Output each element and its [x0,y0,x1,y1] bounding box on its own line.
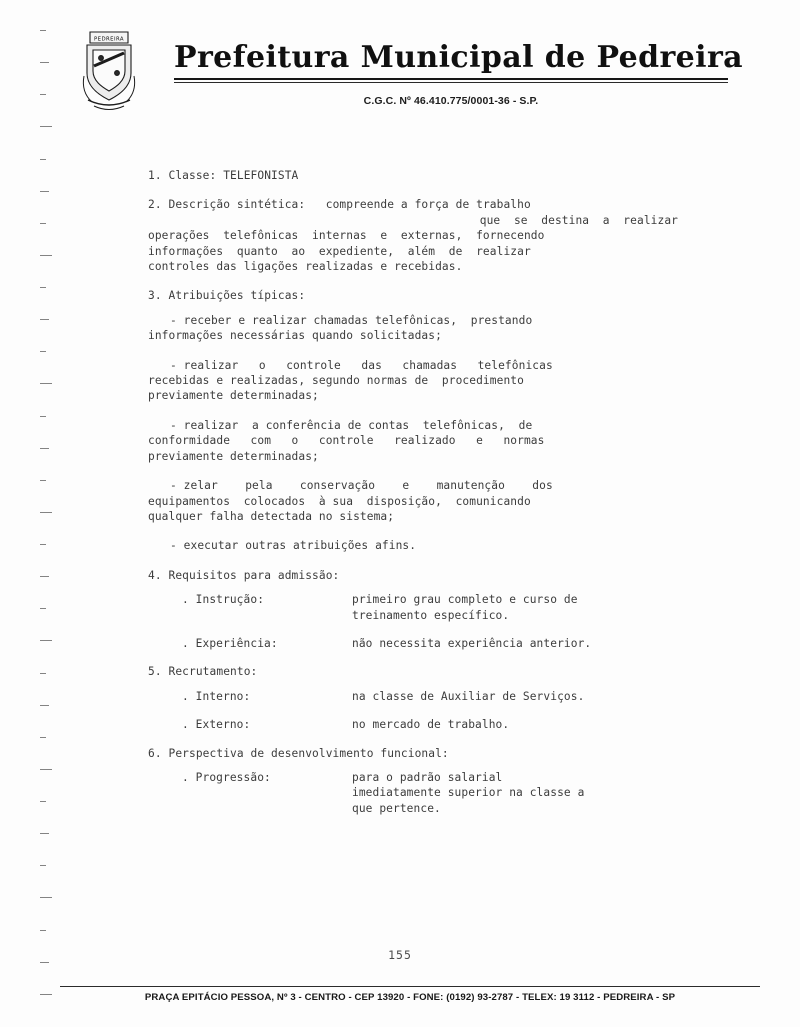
section-recrutamento-heading [148,664,678,679]
edge-tick [40,448,49,449]
edge-tick [40,737,46,738]
edge-tick [40,801,46,802]
title-block [174,40,744,107]
section-requisitos-heading [148,568,678,583]
atribuicao-3-line-1: - realizar a conferência de contas telefônicas, de [170,418,533,432]
edge-tick [40,576,49,577]
classe-value: TELEFONISTA [223,169,299,182]
title-rule-thick [174,78,728,80]
recrutamento-row [182,717,678,732]
requisito-value-line: primeiro grau completo e curso de [352,593,578,607]
title-rule-thin [174,82,728,83]
edge-tick [40,994,52,995]
edge-tick [40,383,52,384]
edge-tick [40,287,46,288]
recrutamento-rows [182,689,678,733]
atribuicao-1-line-2: informações necessárias quando solicitadas; [148,329,442,343]
edge-tick [40,159,46,160]
recrutamento-value-line: no mercado de trabalho. [352,718,510,732]
cgc-number: C.G.C. Nº 46.410.775/0001-36 - S.P. [363,95,539,107]
edge-tick [40,223,46,224]
recrutamento-row [182,689,678,704]
atribuicao-5-line-1: - executar outras atribuições afins. [170,539,417,553]
edge-tick [40,126,52,127]
page-number: 155 [388,948,412,962]
requisito-value [352,592,678,623]
requisito-value-line: não necessita experiência anterior. [352,636,592,650]
classe-line [148,168,678,183]
edge-tick [40,512,52,513]
recrutamento-label: . Externo: [182,718,251,732]
requisito-value [352,636,678,651]
perspectiva-heading: 6. Perspectiva de desenvolvimento funcional: [148,746,449,760]
recrutamento-value-line: na classe de Auxiliar de Serviços. [352,689,585,703]
atribuicao-item [148,478,678,524]
descricao-line-2: que se destina a realizar [479,213,678,227]
atribuicao-item [148,538,678,553]
requisito-label: . Experiência: [182,636,278,650]
perspectiva-value [352,770,678,816]
section-classe [148,168,678,183]
edge-tick [40,416,46,417]
section-descricao-sintetica [148,197,678,274]
atribuicao-1-line-1: - receber e realizar chamadas telefônicas, prestando [170,313,533,327]
perspectiva-value-line: que pertence. [352,801,441,815]
edge-tick [40,62,49,63]
descricao-line-3: operações telefônicas internas e externas, fornecendo [148,229,545,243]
section-perspectiva-heading [148,746,678,761]
edge-tick [40,769,52,770]
edge-tick [40,319,49,320]
requisito-value-line: treinamento específico. [352,608,510,622]
recrutamento-value [352,689,678,704]
edge-tick [40,640,52,641]
edge-tick [40,897,52,898]
atribuicao-item [148,418,678,464]
perspectiva-value-line: imediatamente superior na classe a [352,786,585,800]
perspectiva-value-line: para o padrão salarial [352,770,503,784]
edge-tick [40,608,46,609]
atribuicoes-heading: 3. Atribuições típicas: [148,289,306,303]
atribuicao-2-line-2: recebidas e realizadas, segundo normas de procedimento [148,374,524,388]
descricao-heading: 2. Descrição sintética: [148,198,306,212]
perspectiva-label: . Progressão: [182,770,271,784]
page-edge-ticks [40,30,54,995]
svg-text:PEDREIRA: PEDREIRA [94,36,124,43]
descricao-line-1: compreende a força de trabalho [325,198,531,212]
page-title: Prefeitura Municipal de Pedreira [174,40,744,75]
footer-rule [60,986,760,987]
section-atribuicoes-heading [148,288,678,303]
requisito-label: . Instrução: [182,593,265,607]
edge-tick [40,255,52,256]
edge-tick [40,833,49,834]
atribuicao-3-line-3: previamente determinadas; [148,449,319,463]
document-footer [60,986,760,1003]
requisito-row [182,592,678,623]
classe-number: 1. Classe: [148,169,217,182]
edge-tick [40,544,46,545]
edge-tick [40,673,46,674]
perspectiva-rows [182,770,678,816]
atribuicao-item [148,358,678,404]
descricao-heading-line [148,197,678,212]
recrutamento-heading: 5. Recrutamento: [148,665,258,679]
descricao-line-4: informações quanto ao expediente, além de realizar [148,244,531,258]
edge-tick [40,191,49,192]
atribuicao-2-line-1: - realizar o controle das chamadas telefônicas [170,358,553,372]
requisito-row [182,636,678,651]
footer-address: PRAÇA EPITÁCIO PESSOA, Nº 3 - CENTRO - CEP 13920 - FONE: (0192) 93-2787 - TELEX: 19 3112 - PEDREIRA - SP [144,992,676,1003]
edge-tick [40,930,46,931]
recrutamento-value [352,717,678,732]
document-body [148,168,678,829]
atribuicao-item [148,313,678,344]
perspectiva-row [182,770,678,816]
edge-tick [40,30,46,31]
edge-tick [40,865,46,866]
requisitos-heading: 4. Requisitos para admissão: [148,568,340,582]
atribuicao-3-line-2: conformidade com o controle realizado e normas [148,434,545,448]
coat-of-arms-icon [78,26,140,116]
requisitos-rows [182,592,678,651]
recrutamento-label: . Interno: [182,689,251,703]
atribuicao-4-line-3: qualquer falha detectada no sistema; [148,509,395,523]
atribuicao-4-line-2: equipamentos colocados à sua disposição, comunicando [148,494,531,508]
edge-tick [40,480,46,481]
atribuicao-4-line-1: - zelar pela conservação e manutenção dos [170,479,553,493]
edge-tick [40,351,46,352]
edge-tick [40,705,49,706]
atribuicao-2-line-3: previamente determinadas; [148,389,319,403]
edge-tick [40,94,46,95]
descricao-line-5: controles das ligações realizadas e recebidas. [148,260,463,274]
document-header [78,26,744,122]
